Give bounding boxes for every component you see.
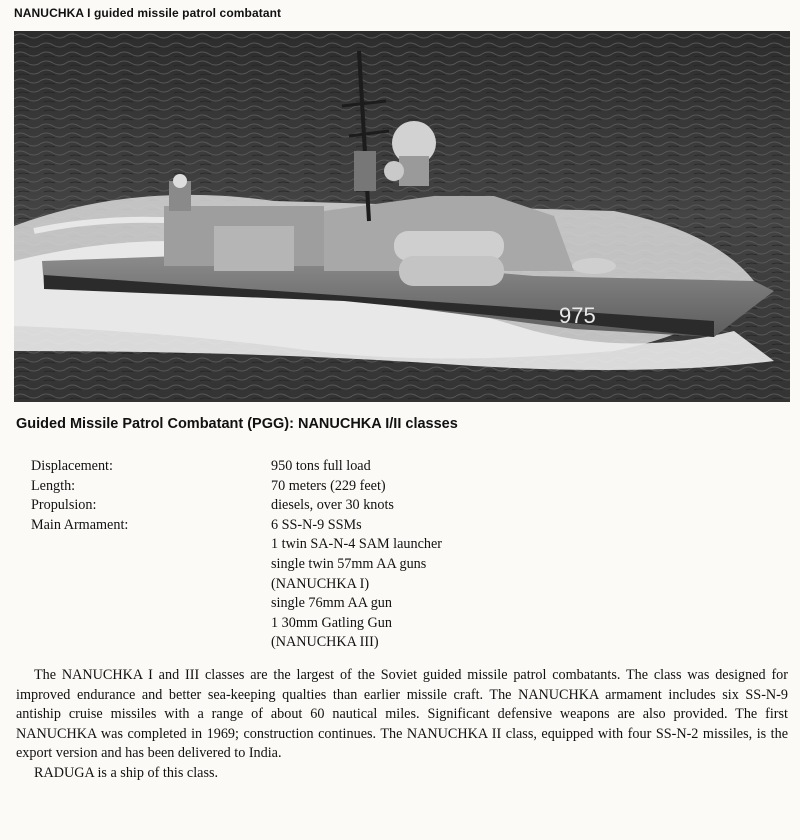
hull-number: 975 — [559, 303, 596, 328]
spec-value: 1 twin SA-N-4 SAM launcher — [271, 536, 443, 553]
spec-value: (NANUCHKA I) — [271, 575, 370, 592]
spec-value: single twin 57mm AA guns — [271, 555, 427, 572]
spec-row-displacement — [31, 457, 442, 477]
spec-value: diesels, over 30 knots — [271, 497, 394, 514]
spec-value: 950 tons full load — [271, 458, 371, 474]
photo-caption: NANUCHKA I guided missile patrol combatant — [14, 6, 282, 20]
spec-label: Propulsion: — [31, 497, 97, 514]
spec-value: single 76mm AA gun — [271, 595, 392, 612]
spec-row-propulsion — [31, 496, 442, 516]
ship-photograph — [14, 31, 790, 402]
description-paragraph: RADUGA is a ship of this class. — [34, 764, 219, 781]
spec-label: Length: — [31, 477, 76, 494]
description-paragraph: The NANUCHKA I and III classes are the largest of the Soviet guided missile patrol combatants. The class was designed for improved endurance and better sea-keeping qualties than earlier missile craft. The NANUCHKA armament includes six SS-N-9 antiship cruise missiles with a range of about 60 nautical miles. Significant defensive weapons are also provided. The first NANUCHKA was completed in 1969; construction continues. The NANUCHKA II class, equipped with four SS-N-2 missiles, is the export version and has been delivered to India. — [16, 667, 788, 762]
specifications-table — [31, 457, 442, 653]
description-text — [16, 666, 788, 784]
spec-value: 1 30mm Gatling Gun — [271, 614, 392, 631]
spec-row-main-armament — [31, 516, 442, 653]
section-title: Guided Missile Patrol Combatant (PGG): NANUCHKA I/II classes — [16, 416, 458, 432]
spec-value: 70 meters (229 feet) — [271, 477, 386, 494]
spec-value: 6 SS-N-9 SSMs — [271, 516, 362, 533]
spec-value: (NANUCHKA III) — [271, 634, 379, 651]
spec-row-length — [31, 477, 442, 497]
spec-label: Displacement: — [31, 458, 113, 474]
ship-illustration — [14, 31, 790, 402]
spec-label: Main Armament: — [31, 516, 129, 533]
